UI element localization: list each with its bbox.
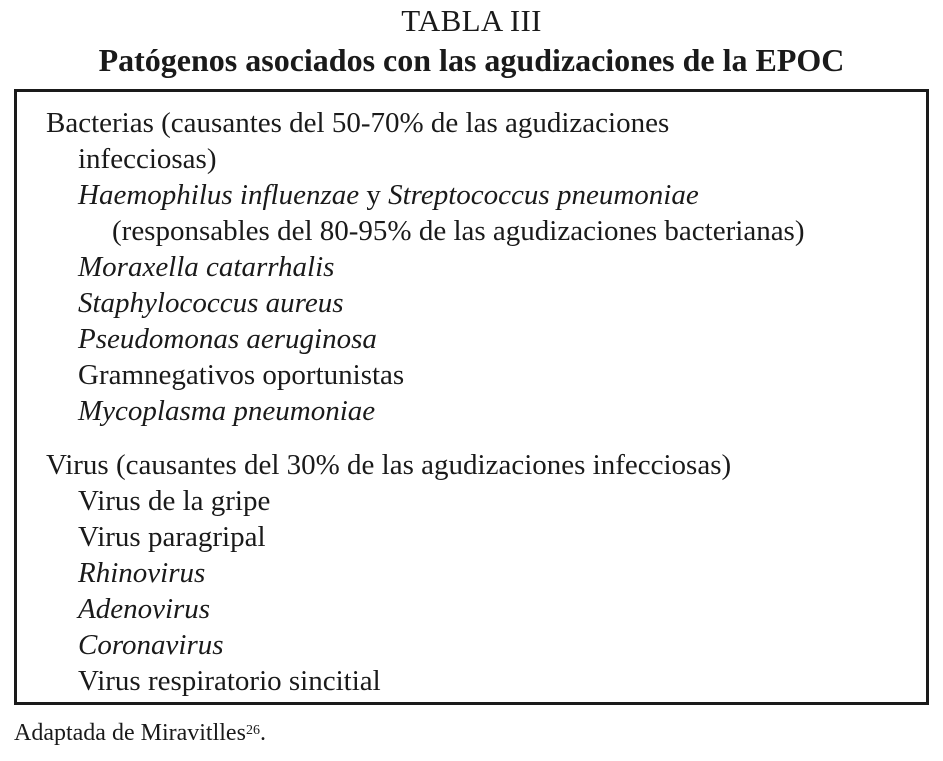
bacteria-item-haemophilus-streptococcus <box>78 178 699 212</box>
bacteria-item-gramnegativos: Gramnegativos oportunistas <box>78 359 405 391</box>
virus-item-coronavirus: Coronavirus <box>78 629 224 661</box>
footnote-text: Adaptada de Miravitlles <box>14 720 246 746</box>
virus-item-adenovirus: Adenovirus <box>78 593 211 625</box>
organism-haemophilus-influenzae: Haemophilus influenzae <box>78 179 360 211</box>
bacteria-item-moraxella: Moraxella catarrhalis <box>78 251 335 283</box>
bacteria-heading-line-2: infecciosas) <box>78 143 217 175</box>
bacteria-item-staphylococcus: Staphylococcus aureus <box>78 287 344 319</box>
table-title: Patógenos asociados con las agudizaciones de la EPOC <box>98 42 845 78</box>
bacteria-item-haemophilus-streptococcus-note: (responsables del 80-95% de las agudizaciones bacterianas) <box>112 215 805 247</box>
bacteria-heading-line-1: Bacterias (causantes del 50-70% de las agudizaciones <box>46 107 670 139</box>
organism-streptococcus-pneumoniae: Streptococcus pneumoniae <box>388 179 699 211</box>
bacteria-item-mycoplasma: Mycoplasma pneumoniae <box>78 395 376 427</box>
virus-item-respiratorio-sincitial: Virus respiratorio sincitial <box>78 665 381 697</box>
virus-item-rhinovirus: Rhinovirus <box>78 557 206 589</box>
footnote-period: . <box>259 720 266 746</box>
conjunction: y <box>359 179 389 211</box>
virus-heading: Virus (causantes del 30% de las agudizaciones infecciosas) <box>46 449 732 481</box>
footnote-reference: 26 <box>245 723 260 738</box>
virus-item-gripe: Virus de la gripe <box>78 485 271 517</box>
bacteria-item-pseudomonas: Pseudomonas aeruginosa <box>78 323 377 355</box>
virus-item-paragripal: Virus paragripal <box>78 521 266 553</box>
source-footnote <box>14 718 266 748</box>
table-number: TABLA III <box>401 3 542 38</box>
